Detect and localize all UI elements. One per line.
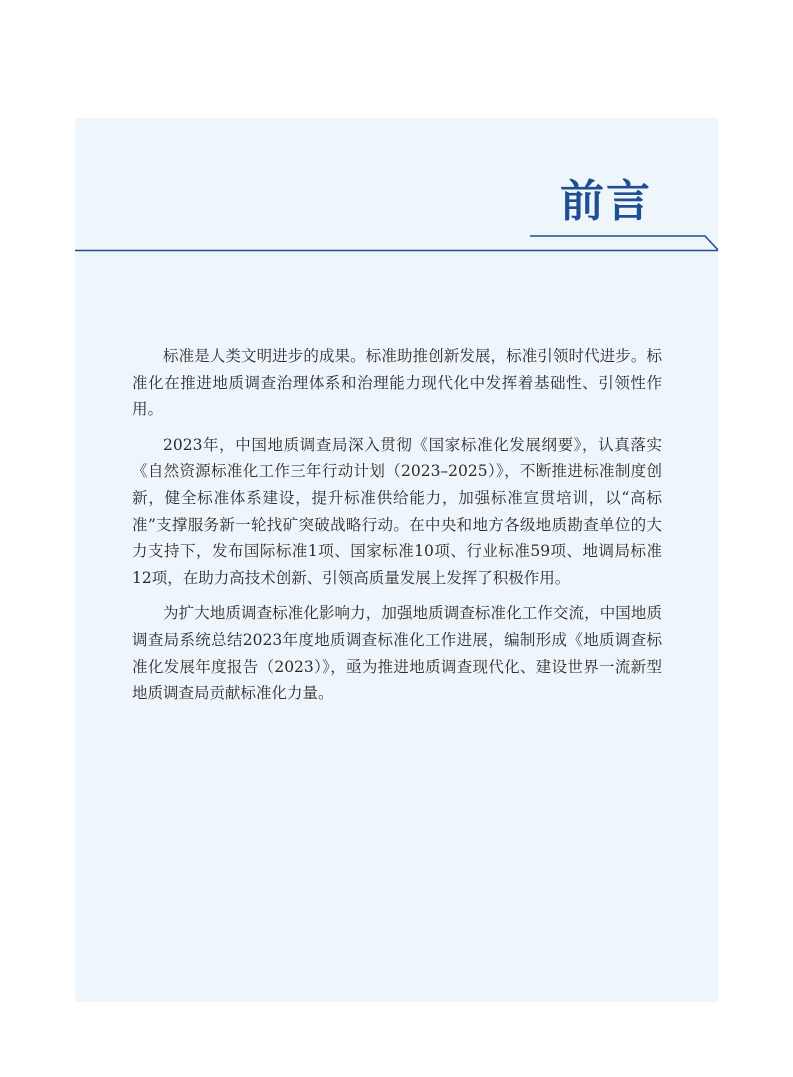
paragraph: 2023年，中国地质调查局深入贯彻《国家标准化发展纲要》，认真落实《自然资源标准化工作三年行动计划（2023–2025）》，不断推进标准制度创新，健全标准体系建设，提升标准供给能力，加强标准宣贯培训，以“高标准”支撑服务新一轮找矿突破战略行动。在中央和地方各级地质勘查单位的大力支持下，发布国际标准1项、国家标准10项、行业标准59项、地调局标准12项，在助力高技术创新、引领高质量发展上发挥了积极作用。	[132, 435, 662, 587]
paragraph: 标准是人类文明进步的成果。标准助推创新发展，标准引领时代进步。标准化在推进地质调查治理体系和治理能力现代化中发挥着基础性、引领性作用。	[132, 347, 662, 419]
preface-body	[132, 343, 662, 716]
title-underline-decoration	[75, 232, 720, 254]
page-title: 前言	[560, 176, 652, 227]
paragraph: 为扩大地质调查标准化影响力，加强地质调查标准化工作交流，中国地质调查局系统总结2023年度地质调查标准化工作进展，编制形成《地质调查标准化发展年度报告（2023）》，亟为推进地质调查现代化、建设世界一流新型地质调查局贡献标准化力量。	[132, 604, 662, 703]
